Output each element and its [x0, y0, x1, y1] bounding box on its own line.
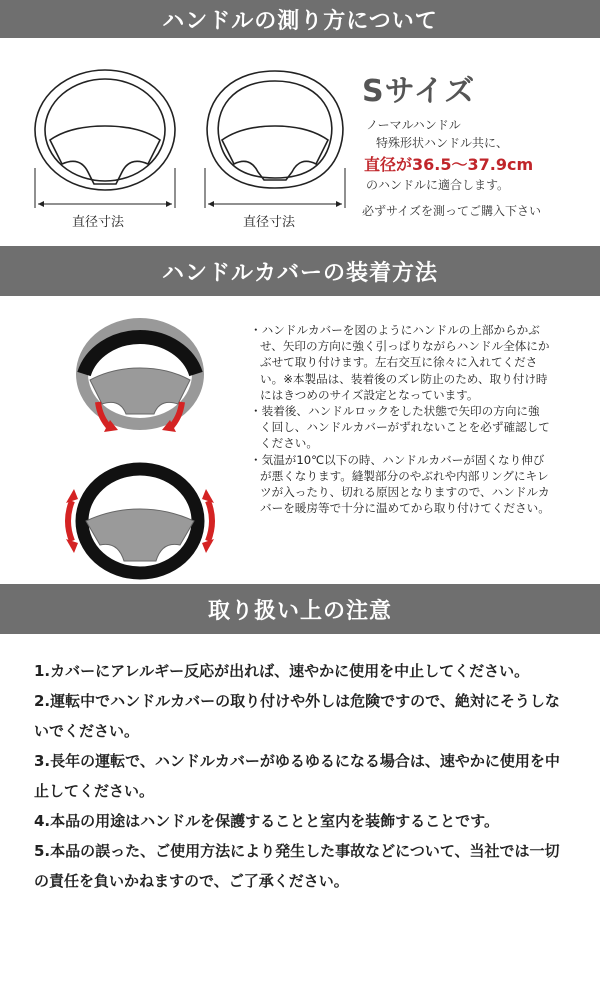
steering-wheel-cover-icon	[82, 469, 198, 573]
instruction-item: ・装着後、ハンドルロックをした状態で矢印の方向に強く回し、ハンドルカバーがずれないことを必ず確認してください。	[250, 404, 550, 451]
header-measuring	[0, 0, 600, 38]
caution-item: 4.本品の用途はハンドルを保護することと室内を装飾することです。	[34, 812, 499, 830]
header-cautions	[0, 584, 600, 634]
size-title: Sサイズ	[362, 74, 476, 109]
measure-note: 必ずサイズを測ってご購入下さい	[362, 204, 542, 218]
header-installation	[0, 246, 600, 296]
caution-notes	[34, 656, 574, 896]
header-measuring-text: ハンドルの測り方について	[162, 8, 438, 34]
steering-wheel-outline-icon	[35, 70, 175, 208]
installation-section	[0, 296, 600, 584]
caution-item: 2.運転中でハンドルカバーの取り付けや外しは危険ですので、絶対にそうしないでください。	[34, 692, 560, 740]
caution-item: 1.カバーにアレルギー反応が出れば、速やかに使用を中止してください。	[34, 662, 530, 680]
instruction-item: ・ハンドルカバーを図のようにハンドルの上部からかぶせ、矢印の方向に強く引っぱりながらハンドル全体にかぶせて取り付けます。左右交互に徐々に入れてください。※本製品は、装着後のズレ防止のため、取り付け時にはきつめのサイズ設定となっています。	[250, 323, 550, 402]
cover-install-top-diagram	[60, 314, 220, 444]
dimension-label-special: 直径寸法	[243, 215, 296, 230]
header-installation-text: ハンドルカバーの装着方法	[161, 260, 438, 286]
cover-rotate-check-diagram	[60, 461, 220, 581]
normal-wheel-diagram	[30, 68, 180, 218]
compat-line-fit: のハンドルに適合します。	[366, 178, 510, 192]
installation-instructions	[250, 322, 550, 516]
compat-line-normal: ノーマルハンドル	[366, 118, 461, 132]
header-cautions-text: 取り扱い上の注意	[207, 598, 392, 624]
diameter-range: 直径が36.5～37.9cm	[364, 155, 534, 174]
steering-wheel-outline-icon	[205, 71, 345, 208]
special-wheel-diagram	[200, 68, 350, 218]
instruction-item: ・気温が10℃以下の時、ハンドルカバーが固くなり伸びが悪くなります。縫製部分のやぶれや内部リングにキレツが入ったり、切れる原因となりますので、ハンドルカバーを暖房等で十分に温めてから取り付けてください。	[250, 452, 550, 516]
measuring-section	[0, 38, 600, 246]
caution-item: 3.長年の運転で、ハンドルカバーがゆるゆるになる場合は、速やかに使用を中止してください。	[34, 752, 560, 800]
caution-item: 5.本品の誤った、ご使用方法により発生した事故などについて、当社では一切の責任を負いかねますので、ご了承ください。	[34, 842, 560, 890]
compat-line-special: 特殊形状ハンドル共に、	[376, 136, 509, 150]
dimension-label-normal: 直径寸法	[72, 215, 125, 230]
